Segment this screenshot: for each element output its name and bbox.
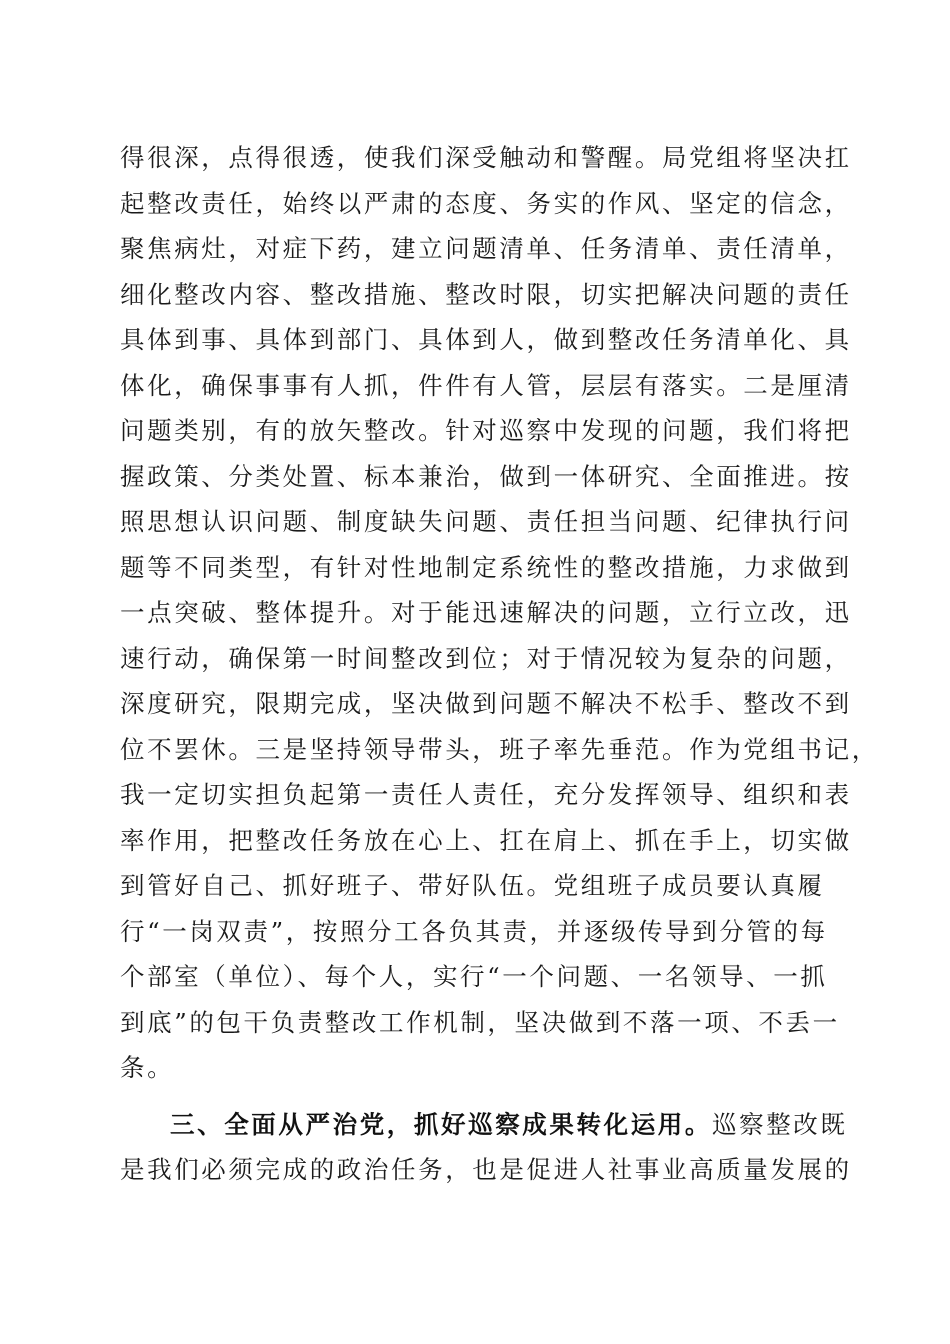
text-line: 行“一岗双责”，按照分工各负其责，并逐级传导到分管的每 xyxy=(120,916,828,946)
text-line: 条。 xyxy=(120,1053,175,1082)
text-line: 我一定切实担负起第一责任人责任，充分发挥领导、组织和表 xyxy=(120,780,852,809)
text-line: 聚焦病灶，对症下药，建立问题清单、任务清单、责任清单， xyxy=(120,234,852,263)
text-line: 深度研究，限期完成，坚决做到问题不解决不松手、整改不到 xyxy=(120,689,852,718)
text-line: 具体到事、具体到部门、具体到人，做到整改任务清单化、具 xyxy=(120,325,852,354)
text-line: 问题类别，有的放矢整改。针对巡察中发现的问题，我们将把 xyxy=(120,416,852,445)
text-line: 得很深，点得很透，使我们深受触动和警醒。局党组将坚决扛 xyxy=(120,143,852,172)
text-line: 速行动，确保第一时间整改到位；对于情况较为复杂的问题， xyxy=(120,643,852,673)
text-line: 到管好自己、抓好班子、带好队伍。党组班子成员要认真履 xyxy=(120,871,825,900)
text-line: 是我们必须完成的政治任务，也是促进人社事业高质量发展的 xyxy=(120,1155,852,1184)
document-body xyxy=(120,135,879,1193)
text-line: 起整改责任，始终以严肃的态度、务实的作风、坚定的信念， xyxy=(120,188,852,218)
text-line: 握政策、分类处置、标本兼治，做到一体研究、全面推进。按 xyxy=(120,461,852,491)
text-line: 一点突破、整体提升。对于能迅速解决的问题，立行立改，迅 xyxy=(120,598,852,627)
text-line: 体化，确保事事有人抓，件件有人管，层层有落实。二是厘清 xyxy=(120,370,852,400)
text-line: 率作用，把整改任务放在心上、扛在肩上、抓在手上，切实做 xyxy=(120,825,852,855)
section-3-first-line xyxy=(120,1102,848,1148)
text-line: 到底”的包干负责整改工作机制，坚决做到不落一项、不丢一 xyxy=(120,1007,840,1037)
text-line: 细化整改内容、整改措施、整改时限，切实把解决问题的责任 xyxy=(120,279,852,309)
text-line: 个部室（单位）、每个人，实行“一个问题、一名领导、一抓 xyxy=(120,962,828,991)
text-line: 题等不同类型，有针对性地制定系统性的整改措施，力求做到 xyxy=(120,552,852,582)
text-line: 照思想认识问题、制度缺失问题、责任担当问题、纪律执行问 xyxy=(120,507,852,536)
section-3-text: 巡察整改既 xyxy=(712,1109,848,1139)
text-line: 位不罢休。三是坚持领导带头，班子率先垂范。作为党组书记， xyxy=(120,734,879,764)
section-3-heading: 三、全面从严治党，抓好巡察成果转化运用。 xyxy=(170,1109,712,1139)
